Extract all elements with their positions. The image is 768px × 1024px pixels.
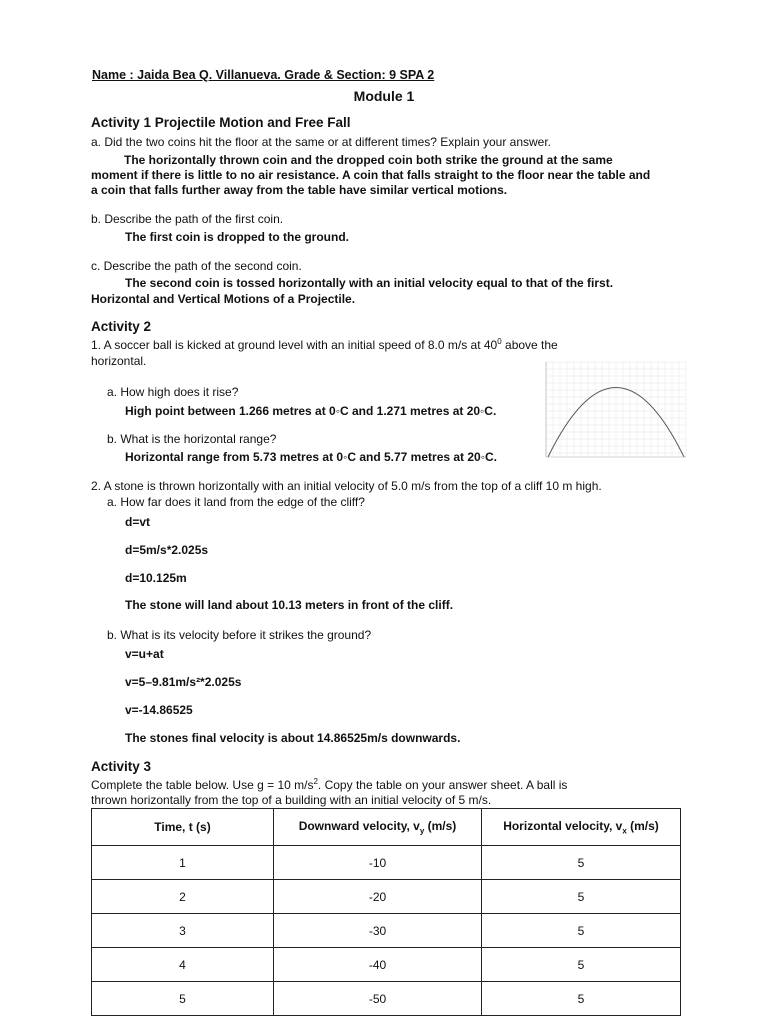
activity1-answer-a: The horizontally thrown coin and the dropped coin both strike the ground at the same moment if there is little to no air resistance. A coin that falls straight to the floor near the table and a coin that falls further away from the table have similar vertical motions.: [91, 153, 651, 197]
header-horizontal-velocity: Horizontal velocity, $v_x$ (m/s): [482, 809, 681, 846]
student-header: Name : Jaida Bea Q. Villanueva. Grade & Section: 9 SPA 2: [92, 68, 435, 82]
module-title: Module 1: [353, 88, 415, 104]
table-header-row: [92, 809, 681, 846]
activity2-answer-1a: High point between 1.266 metres at 0◦C and 1.271 metres at 20◦C.: [125, 404, 497, 418]
table-row: [92, 880, 681, 914]
graph-grid: [546, 362, 686, 457]
activity2-question-2: 2. A stone is thrown horizontally with an initial velocity of 5.0 m/s from the top of a cliff 10 m high.: [91, 479, 602, 493]
answer-2a-line-3: d=10.125m: [125, 571, 187, 585]
activity1-answer-b: The first coin is dropped to the ground.: [125, 230, 349, 244]
activity2-question-2b: b. What is its velocity before it strikes the ground?: [107, 628, 372, 642]
activity3-instructions-line2: thrown horizontally from the top of a building with an initial velocity of 5 m/s.: [91, 793, 492, 807]
cell-downward: -40: [274, 948, 482, 982]
answer-2b-line-3: v=-14.86525: [125, 703, 193, 717]
cell-time: 3: [92, 914, 274, 948]
cell-time: 1: [92, 846, 274, 880]
cell-horizontal: 5: [482, 982, 681, 1016]
activity1-answer-c: The second coin is tossed horizontally with an initial velocity equal to that of the first.: [125, 276, 614, 290]
activity2-question-1-line2: horizontal.: [91, 354, 147, 368]
table-row: [92, 914, 681, 948]
activity2-question-1b: b. What is the horizontal range?: [107, 432, 277, 446]
activity1-question-c: c. Describe the path of the second coin.: [91, 259, 302, 273]
velocity-table: [91, 808, 681, 1016]
answer-2a-line-2: d=5m/s*2.025s: [125, 543, 209, 557]
cell-time: 4: [92, 948, 274, 982]
activity3-title: Activity 3: [91, 759, 152, 774]
answer-2b-line-4: The stones final velocity is about 14.86525m/s downwards.: [125, 731, 461, 745]
cell-downward: -30: [274, 914, 482, 948]
activity1-title: Activity 1 Projectile Motion and Free Fall: [91, 115, 351, 130]
cell-downward: -50: [274, 982, 482, 1016]
cell-horizontal: 5: [482, 948, 681, 982]
activity2-question-1a: a. How high does it rise?: [107, 385, 239, 399]
cell-horizontal: 5: [482, 846, 681, 880]
cell-time: 5: [92, 982, 274, 1016]
activity1-answer-c-line2: Horizontal and Vertical Motions of a Projectile.: [91, 292, 356, 306]
answer-2b-line-2: v=5–9.81m/s²*2.025s: [125, 675, 242, 689]
activity2-question-1: 1. A soccer ball is kicked at ground level with an initial speed of 8.0 m/s at $40^0$ above the: [91, 337, 558, 352]
cell-horizontal: 5: [482, 880, 681, 914]
activity2-title: Activity 2: [91, 319, 152, 334]
activity1-question-b: b. Describe the path of the first coin.: [91, 212, 284, 226]
header-time: Time, t (s): [92, 809, 274, 846]
activity3-instructions-line1: Complete the table below. Use g = 10 $m/s^2$. Copy the table on your answer sheet. A ball is: [91, 777, 568, 792]
activity2-question-2a: a. How far does it land from the edge of the cliff?: [107, 495, 365, 509]
cell-downward: -20: [274, 880, 482, 914]
trajectory-graph: [536, 354, 692, 472]
table-row: [92, 846, 681, 880]
answer-2a-line-1: d=vt: [125, 515, 151, 529]
table-row: [92, 982, 681, 1016]
cell-horizontal: 5: [482, 914, 681, 948]
header-downward-velocity: Downward velocity, $v_y$ (m/s): [274, 809, 482, 846]
answer-2a-line-4: The stone will land about 10.13 meters in front of the cliff.: [125, 598, 454, 612]
cell-downward: -10: [274, 846, 482, 880]
cell-time: 2: [92, 880, 274, 914]
answer-2b-line-1: v=u+at: [125, 647, 164, 661]
activity1-question-a: a. Did the two coins hit the floor at the same or at different times? Explain your answer.: [91, 135, 552, 149]
activity2-answer-1b: Horizontal range from 5.73 metres at 0◦C and 5.77 metres at 20◦C.: [125, 450, 497, 464]
table-row: [92, 948, 681, 982]
